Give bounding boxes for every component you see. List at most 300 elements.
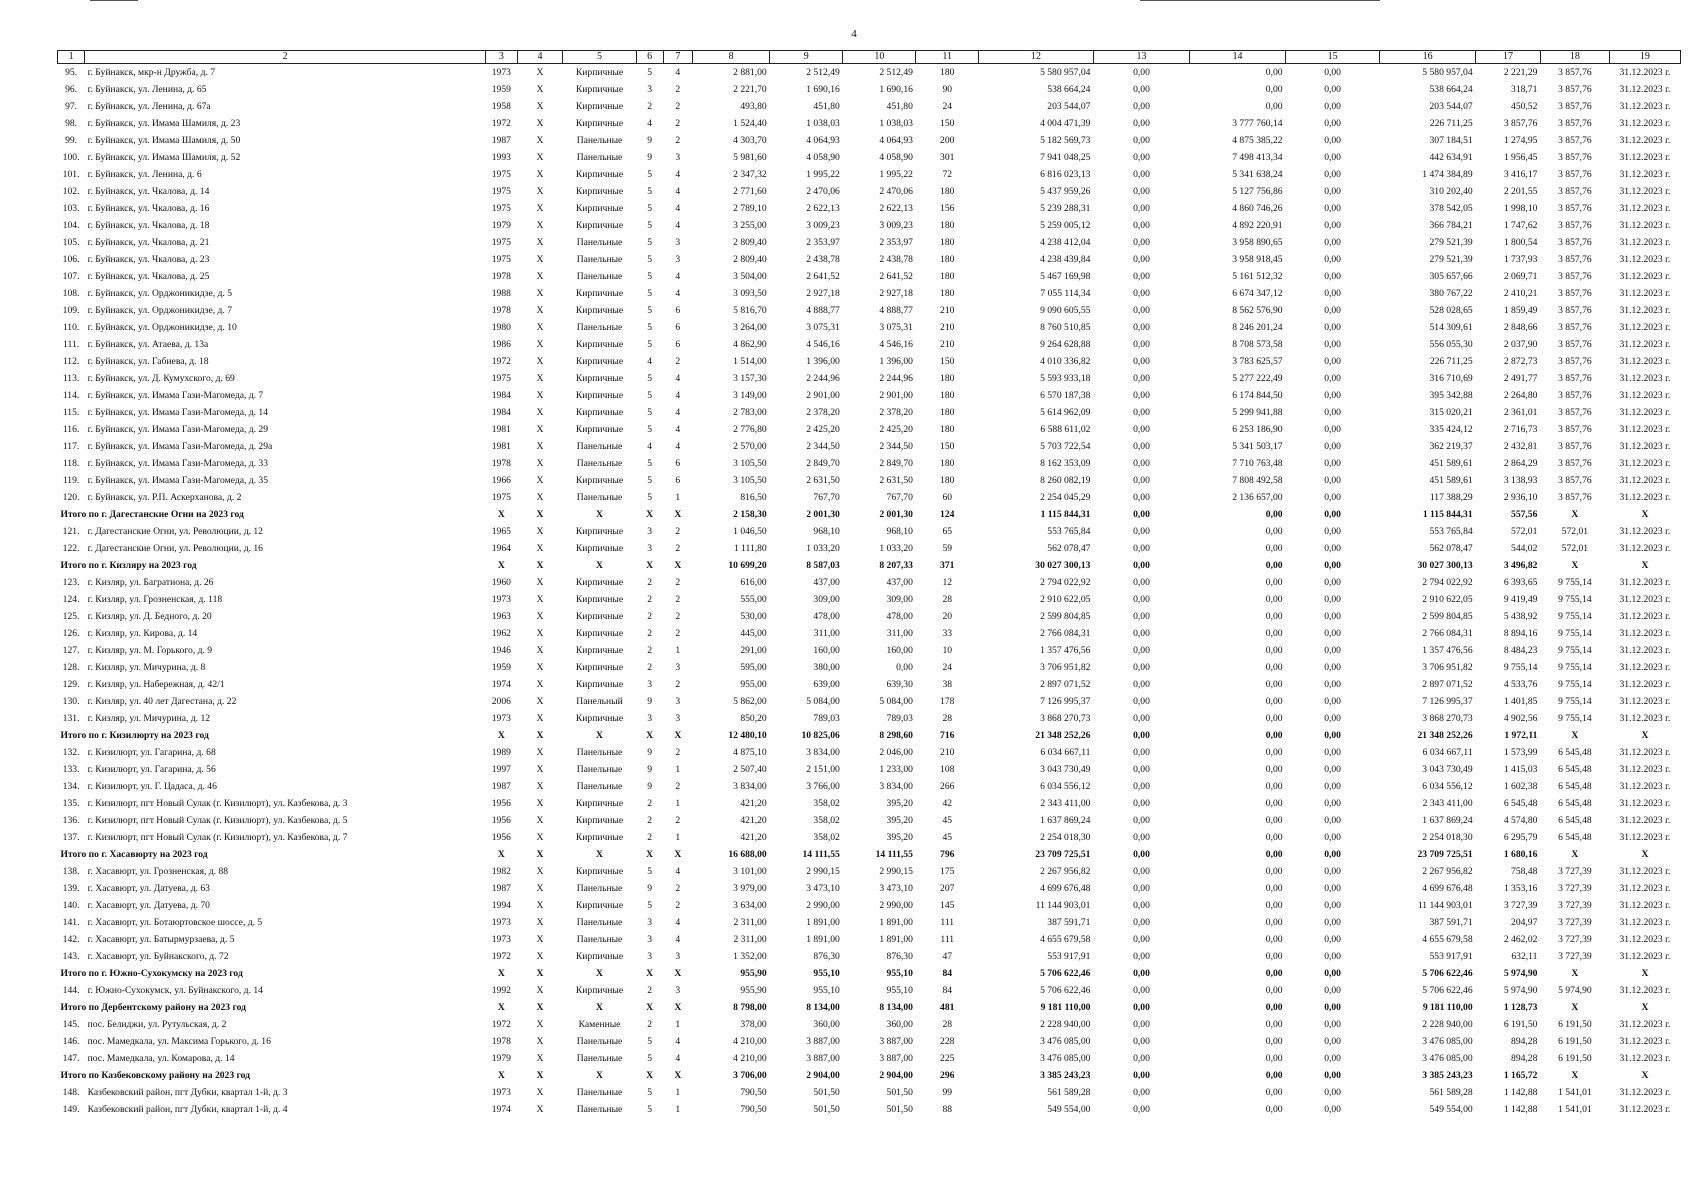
table-cell: 0,00: [1265, 611, 1283, 622]
table-cell: X: [536, 577, 544, 588]
table-cell: 955,10: [886, 985, 913, 996]
table-cell: 6 295,79: [1503, 832, 1538, 843]
table-cell: 47: [942, 951, 953, 962]
table-cell: 11 144 903,01: [1035, 900, 1091, 911]
table-cell: 1 637 869,24: [1422, 815, 1473, 826]
table-cell: 8 562 576,90: [1232, 305, 1283, 316]
table-cell: 4 546,16: [879, 339, 913, 350]
table-cell: 6 570 187,38: [1040, 390, 1091, 401]
table-cell: 1978: [491, 271, 511, 282]
table-cell: 2: [647, 662, 653, 673]
table-cell: 4 303,70: [733, 135, 767, 146]
table-cell: 7 126 995,37: [1422, 696, 1473, 707]
table-cell: X: [646, 968, 654, 979]
table-cell: 0,00: [1265, 101, 1283, 112]
table-cell: 0,00: [1324, 1104, 1341, 1115]
table-cell: 1 514,00: [733, 356, 767, 367]
table-cell: 0,00: [1324, 322, 1341, 333]
table-cell: 31.12.2023 г.: [1619, 594, 1671, 605]
column-number: 8: [692, 51, 769, 64]
table-cell: 0,00: [1133, 730, 1150, 741]
address-cell: г. Буйнакск, ул. Чкалова, д. 23: [87, 254, 210, 265]
table-cell: 1987: [491, 135, 511, 146]
table-cell: 378,00: [740, 1019, 767, 1030]
table-cell: 7 126 995,37: [1040, 696, 1091, 707]
table-cell: 7 710 763,48: [1232, 458, 1283, 469]
table-cell: X: [536, 101, 544, 112]
table-cell: 3 857,76: [1558, 186, 1592, 197]
address-cell: г. Буйнакск, ул. Имама Гази-Магомеда, д. 29а: [87, 441, 273, 452]
table-cell: 3 857,76: [1558, 135, 1592, 146]
table-cell: 553 765,84: [1429, 526, 1473, 537]
table-cell: 2 470,06: [806, 186, 840, 197]
table-cell: 2 311,00: [733, 917, 767, 928]
table-cell: 0,00: [1324, 407, 1341, 418]
address-cell: г. Кизляр, ул. Мичурина, д. 12: [87, 713, 211, 724]
table-cell: 6 545,48: [1558, 832, 1592, 843]
table-cell: 0,00: [1265, 509, 1283, 520]
address-cell: г. Буйнакск, ул. Чкалова, д. 14: [87, 186, 210, 197]
table-cell: 0,00: [1133, 1087, 1150, 1098]
table-cell: 3 857,76: [1558, 67, 1592, 78]
table-cell: 1984: [491, 407, 511, 418]
table-cell: X: [1641, 730, 1649, 741]
table-cell: 150: [940, 356, 955, 367]
table-cell: 4: [647, 118, 653, 129]
table-cell: Кирпичные: [575, 203, 624, 214]
table-cell: 562 078,47: [1047, 543, 1091, 554]
table-cell: 3 857,76: [1558, 356, 1592, 367]
table-cell: 0,00: [1265, 866, 1283, 877]
table-cell: 3 634,00: [733, 900, 767, 911]
table-cell: 3 476 085,00: [1040, 1053, 1091, 1064]
table-cell: 616,00: [740, 577, 767, 588]
table-cell: 31.12.2023 г.: [1619, 271, 1671, 282]
table-cell: 790,50: [740, 1104, 767, 1115]
table-cell: 0,00: [1133, 509, 1150, 520]
table-cell: 0,00: [1133, 1019, 1150, 1030]
table-cell: 31.12.2023 г.: [1619, 951, 1671, 962]
table-cell: 9: [647, 135, 653, 146]
table-cell: 3 857,76: [1558, 458, 1592, 469]
table-cell: 0,00: [1133, 305, 1150, 316]
table-cell: Панельные: [576, 1104, 623, 1115]
table-cell: X: [497, 1070, 505, 1081]
table-row: [58, 523, 1681, 540]
table-cell: 2 990,00: [806, 900, 840, 911]
table-cell: 6: [675, 339, 681, 350]
table-cell: 789,03: [813, 713, 840, 724]
table-cell: Панельные: [576, 934, 623, 945]
table-cell: 1959: [491, 662, 511, 673]
address-cell: г. Кизляр, ул. Мичурина, д. 8: [87, 662, 206, 673]
table-cell: X: [646, 849, 654, 860]
table-cell: 16 688,00: [728, 849, 767, 860]
table-cell: 0,00: [1265, 713, 1283, 724]
table-cell: 358,02: [813, 815, 840, 826]
table-cell: 4 210,00: [733, 1053, 767, 1064]
table-cell: 1 891,00: [879, 917, 913, 928]
table-cell: 11 144 903,01: [1417, 900, 1473, 911]
table-cell: 528 028,65: [1429, 305, 1473, 316]
table-cell: 1958: [491, 101, 511, 112]
table-cell: X: [536, 186, 544, 197]
table-cell: X: [536, 1104, 544, 1115]
table-cell: 3 385 243,23: [1422, 1070, 1473, 1081]
table-cell: 5 974,90: [1503, 968, 1538, 979]
table-cell: 5 974,90: [1558, 985, 1592, 996]
table-cell: 60: [942, 492, 953, 503]
table-row: [58, 880, 1681, 897]
address-cell: г. Кизляр, ул. Грозненская, д. 118: [87, 594, 223, 605]
table-cell: 2 001,30: [879, 509, 913, 520]
table-cell: X: [1571, 968, 1579, 979]
table-cell: 3: [647, 679, 653, 690]
table-cell: 0,00: [1133, 271, 1150, 282]
table-cell: X: [536, 543, 544, 554]
table-cell: 876,30: [813, 951, 840, 962]
table-cell: 3 727,39: [1558, 866, 1592, 877]
table-cell: 2 897 071,52: [1040, 679, 1091, 690]
table-cell: 149.: [62, 1104, 80, 1115]
table-cell: 180: [940, 407, 955, 418]
table-cell: 1 165,72: [1503, 1070, 1538, 1081]
table-cell: 0,00: [1265, 781, 1283, 792]
table-cell: X: [536, 509, 544, 520]
table-cell: 101.: [62, 169, 80, 180]
table-cell: 21 348 252,26: [1417, 730, 1473, 741]
table-cell: 0,00: [1133, 1036, 1150, 1047]
table-cell: X: [536, 152, 544, 163]
table-cell: 150: [940, 441, 955, 452]
table-cell: 3 766,00: [806, 781, 840, 792]
table-cell: X: [536, 815, 544, 826]
table-cell: 0,00: [1133, 934, 1150, 945]
table-row: [58, 64, 1681, 82]
table-cell: 134.: [62, 781, 80, 792]
table-cell: 0,00: [1133, 679, 1150, 690]
table-cell: 1979: [491, 220, 511, 231]
table-cell: 4: [675, 407, 681, 418]
subtotal-label: Итого по г. Кизляру на 2023 год: [60, 560, 197, 571]
table-cell: 3 887,00: [879, 1053, 913, 1064]
table-cell: X: [646, 730, 654, 741]
table-cell: 8 298,60: [879, 730, 913, 741]
table-cell: 501,50: [813, 1087, 840, 1098]
table-cell: 387 591,71: [1047, 917, 1091, 928]
table-cell: 113.: [62, 373, 80, 384]
table-cell: 955,10: [813, 985, 840, 996]
table-cell: 3 476 085,00: [1422, 1053, 1473, 1064]
table-cell: 31.12.2023 г.: [1619, 152, 1671, 163]
table-cell: 2: [675, 594, 681, 605]
table-cell: 1: [675, 764, 681, 775]
table-cell: 0,00: [1324, 135, 1341, 146]
subtotal-row: [58, 557, 1681, 574]
table-cell: 501,50: [813, 1104, 840, 1115]
table-cell: 3 476 085,00: [1040, 1036, 1091, 1047]
column-number-row: [58, 51, 1681, 64]
table-cell: Кирпичные: [575, 577, 624, 588]
table-cell: 1974: [491, 1104, 511, 1115]
table-cell: Кирпичные: [575, 373, 624, 384]
table-cell: 2 881,00: [733, 67, 767, 78]
column-number: 14: [1190, 51, 1286, 64]
table-cell: 555,00: [740, 594, 767, 605]
table-cell: 2 201,55: [1503, 186, 1538, 197]
table-cell: Панельные: [576, 458, 623, 469]
table-cell: 0,00: [1324, 390, 1341, 401]
table-cell: 1 111,80: [733, 543, 767, 554]
table-row: [58, 693, 1681, 710]
table-cell: X: [536, 254, 544, 265]
table-cell: 2 491,77: [1503, 373, 1538, 384]
table-cell: 1972: [491, 1019, 511, 1030]
table-cell: 0,00: [1265, 628, 1283, 639]
table-cell: 366 784,21: [1429, 220, 1473, 231]
table-cell: 0,00: [1265, 67, 1283, 78]
table-cell: 3 255,00: [733, 220, 767, 231]
table-cell: X: [674, 509, 682, 520]
table-row: [58, 982, 1681, 999]
table-cell: 138.: [62, 866, 80, 877]
table-cell: X: [536, 832, 544, 843]
address-cell: г. Хасавюрт, ул. Датуева, д. 70: [87, 900, 210, 911]
table-cell: 98.: [65, 118, 78, 129]
table-cell: 2 716,73: [1503, 424, 1538, 435]
table-cell: Кирпичные: [575, 951, 624, 962]
column-number: 10: [843, 51, 916, 64]
subtotal-row: [58, 846, 1681, 863]
table-cell: 33: [942, 628, 953, 639]
table-cell: 5: [647, 203, 653, 214]
table-cell: Кирпичные: [575, 390, 624, 401]
table-cell: 21 348 252,26: [1035, 730, 1091, 741]
table-cell: 111: [940, 934, 955, 945]
table-cell: 556 055,30: [1429, 339, 1473, 350]
table-cell: X: [674, 1070, 682, 1081]
table-cell: 1981: [491, 441, 511, 452]
table-cell: 4: [647, 441, 653, 452]
table-cell: 2 267 956,82: [1040, 866, 1091, 877]
table-row: [58, 1101, 1681, 1118]
table-cell: Кирпичные: [575, 339, 624, 350]
table-cell: Кирпичные: [575, 832, 624, 843]
table-cell: 6 545,48: [1558, 747, 1592, 758]
table-cell: 143.: [62, 951, 80, 962]
table-cell: 0,00: [1324, 526, 1341, 537]
table-cell: 9 755,14: [1558, 577, 1592, 588]
table-cell: 8 134,00: [806, 1002, 840, 1013]
address-cell: г. Кизляр, ул. 40 лет Дагестана, д. 22: [87, 696, 237, 707]
table-cell: 3 857,76: [1558, 407, 1592, 418]
table-cell: 0,00: [1324, 1087, 1341, 1098]
table-cell: 0,00: [1133, 1070, 1150, 1081]
table-cell: 5 127 756,86: [1232, 186, 1283, 197]
table-cell: 360,00: [886, 1019, 913, 1030]
table-cell: 9 755,14: [1558, 662, 1592, 673]
table-cell: 0,00: [1133, 101, 1150, 112]
table-cell: 2: [675, 118, 681, 129]
table-cell: 1 233,00: [879, 764, 913, 775]
table-cell: 5: [647, 220, 653, 231]
table-cell: 31.12.2023 г.: [1619, 118, 1671, 129]
table-cell: 0,00: [1324, 441, 1341, 452]
table-cell: 1978: [491, 458, 511, 469]
table-cell: 0,00: [1133, 492, 1150, 503]
table-cell: 31.12.2023 г.: [1619, 611, 1671, 622]
table-cell: 31.12.2023 г.: [1619, 883, 1671, 894]
table-cell: 1 972,11: [1504, 730, 1538, 741]
table-cell: 6 816 023,13: [1040, 169, 1091, 180]
table-cell: 2 037,90: [1503, 339, 1538, 350]
table-cell: 0,00: [1324, 628, 1341, 639]
table-cell: X: [596, 730, 603, 741]
table-cell: X: [1571, 560, 1579, 571]
table-cell: X: [536, 934, 544, 945]
table-cell: Кирпичные: [575, 679, 624, 690]
subtotal-label: Итого по Казбековскому району на 2023 год: [60, 1070, 251, 1081]
table-cell: 1 747,62: [1503, 220, 1538, 231]
table-cell: 225: [940, 1053, 955, 1064]
table-row: [58, 455, 1681, 472]
table-cell: 1 115 844,31: [1422, 509, 1473, 520]
table-cell: 1: [675, 645, 681, 656]
table-cell: 0,00: [1324, 1053, 1341, 1064]
table-cell: 3 473,10: [879, 883, 913, 894]
table-cell: 31.12.2023 г.: [1619, 135, 1671, 146]
table-cell: 3 857,76: [1558, 322, 1592, 333]
table-cell: 0,00: [1265, 968, 1283, 979]
table-cell: 0,00: [1324, 713, 1341, 724]
table-cell: 3 857,76: [1558, 152, 1592, 163]
table-row: [58, 370, 1681, 387]
table-cell: 31.12.2023 г.: [1619, 288, 1671, 299]
table-cell: 120.: [62, 492, 80, 503]
table-cell: Панельные: [576, 1036, 623, 1047]
table-cell: 4 902,56: [1503, 713, 1538, 724]
table-cell: 8 708 573,58: [1232, 339, 1283, 350]
table-cell: 31.12.2023 г.: [1619, 696, 1671, 707]
table-cell: 31.12.2023 г.: [1619, 492, 1671, 503]
table-cell: 8 798,00: [733, 1002, 767, 1013]
table-cell: 3 075,31: [806, 322, 840, 333]
table-cell: 2 910 622,05: [1040, 594, 1091, 605]
table-cell: Панельные: [576, 254, 623, 265]
table-row: [58, 353, 1681, 370]
table-cell: 360,00: [813, 1019, 840, 1030]
table-cell: 59: [942, 543, 953, 554]
table-cell: 9 755,14: [1558, 696, 1592, 707]
table-cell: 14 111,55: [875, 849, 913, 860]
table-cell: 5: [647, 424, 653, 435]
table-cell: X: [536, 764, 544, 775]
table-cell: 318,71: [1511, 84, 1538, 95]
table-cell: 2 809,40: [733, 254, 767, 265]
table-cell: 0,00: [1324, 917, 1341, 928]
table-cell: X: [536, 1070, 544, 1081]
table-cell: 1975: [491, 186, 511, 197]
table-cell: 380 767,22: [1429, 288, 1473, 299]
table-cell: 2 783,00: [733, 407, 767, 418]
table-cell: 2 344,50: [806, 441, 840, 452]
table-cell: 2 151,00: [806, 764, 840, 775]
table-cell: 2 228 940,00: [1040, 1019, 1091, 1030]
table-cell: 1992: [491, 985, 511, 996]
table-cell: 111.: [63, 339, 80, 350]
table-cell: 0,00: [1324, 152, 1341, 163]
table-cell: 2 766 084,31: [1422, 628, 1473, 639]
table-cell: 0,00: [1265, 951, 1283, 962]
table-cell: 632,11: [1511, 951, 1538, 962]
table-row: [58, 829, 1681, 846]
table-cell: 1 033,20: [806, 543, 840, 554]
table-cell: 1: [675, 832, 681, 843]
address-cell: г. Буйнакск, ул. Имама Гази-Магомеда, д. 35: [87, 475, 269, 486]
address-cell: г. Буйнакск, ул. Имама Гази-Магомеда, д. 29: [87, 424, 269, 435]
table-cell: Кирпичные: [575, 220, 624, 231]
table-cell: 9 755,14: [1558, 611, 1592, 622]
table-cell: 1975: [491, 254, 511, 265]
table-cell: 0,00: [1324, 679, 1341, 690]
address-cell: г. Дагестанские Огни, ул. Революции, д. 12: [87, 526, 263, 537]
table-cell: 9 755,14: [1558, 628, 1592, 639]
address-cell: г. Буйнакск, ул. Р.П. Аскерханова, д. 2: [87, 492, 242, 503]
address-cell: г. Дагестанские Огни, ул. Революции, д. 16: [87, 543, 263, 554]
table-cell: 6 545,48: [1558, 764, 1592, 775]
table-cell: 595,00: [740, 662, 767, 673]
table-cell: 4 875 385,22: [1232, 135, 1283, 146]
table-cell: Кирпичные: [575, 713, 624, 724]
table-cell: 2 631,50: [806, 475, 840, 486]
table-cell: 0,00: [1324, 900, 1341, 911]
table-cell: 4: [675, 373, 681, 384]
table-cell: 2: [647, 1019, 653, 1030]
table-cell: 180: [940, 237, 955, 248]
table-cell: X: [1571, 1070, 1579, 1081]
table-cell: 387 591,71: [1429, 917, 1473, 928]
table-cell: X: [536, 662, 544, 673]
table-cell: 421,20: [740, 815, 767, 826]
table-row: [58, 81, 1681, 98]
table-cell: 639,00: [813, 679, 840, 690]
table-cell: 207: [940, 883, 955, 894]
table-cell: 0,00: [1324, 883, 1341, 894]
table-cell: 31.12.2023 г.: [1619, 254, 1671, 265]
table-cell: 4 238 439,84: [1040, 254, 1091, 265]
table-cell: 4 004 471,39: [1040, 118, 1091, 129]
table-cell: 2 470,06: [879, 186, 913, 197]
table-cell: X: [536, 356, 544, 367]
table-cell: 0,00: [1265, 1019, 1283, 1030]
table-row: [58, 234, 1681, 251]
table-cell: X: [646, 560, 654, 571]
table-cell: 0,00: [1324, 781, 1341, 792]
table-cell: 1 891,00: [806, 917, 840, 928]
table-cell: 1 142,88: [1503, 1104, 1538, 1115]
table-cell: 6 191,50: [1558, 1019, 1592, 1030]
subtotal-label: Итого по г. Кизилюрту на 2023 год: [60, 730, 209, 741]
table-cell: 3 887,00: [806, 1053, 840, 1064]
table-cell: 128.: [62, 662, 80, 673]
table-cell: 0,00: [1324, 1019, 1341, 1030]
table-cell: Кирпичные: [575, 407, 624, 418]
table-cell: 9 090 605,55: [1040, 305, 1091, 316]
table-cell: X: [1571, 509, 1579, 520]
table-cell: 2 622,13: [879, 203, 913, 214]
table-cell: 4 699 676,48: [1422, 883, 1473, 894]
table-cell: 160,00: [813, 645, 840, 656]
